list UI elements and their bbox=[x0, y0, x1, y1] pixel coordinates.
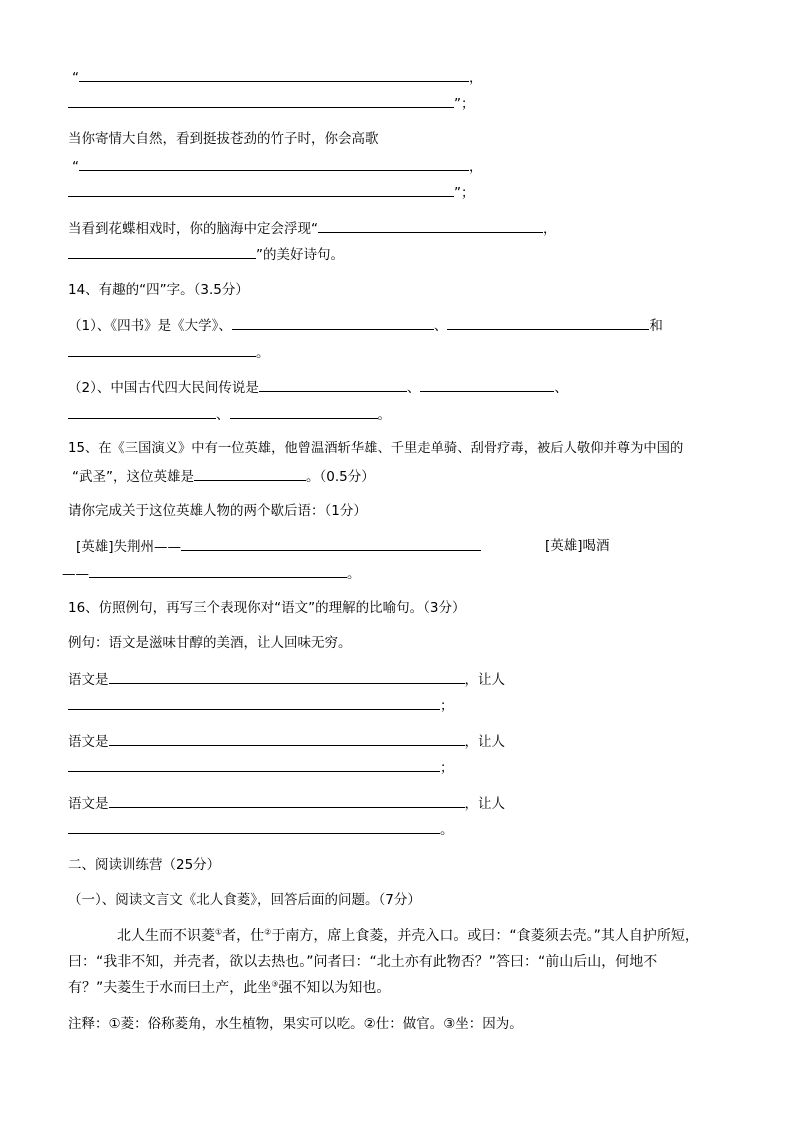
comma: ， bbox=[469, 70, 483, 86]
q16-prefix: 语文是 bbox=[68, 672, 109, 688]
q16-mid: ，让人 bbox=[464, 672, 505, 688]
q16-mid: ，让人 bbox=[464, 734, 505, 750]
passage-text: 强不知以为知也。 bbox=[278, 980, 391, 996]
answer-blank[interactable] bbox=[109, 670, 465, 684]
butterfly-prompt: 当看到花蝶相戏时，你的脑海中定会浮现“ bbox=[68, 221, 318, 237]
answer-blank[interactable] bbox=[68, 343, 256, 357]
xiehouyu-2-text: [英雄]喝酒 bbox=[545, 538, 610, 554]
answer-blank[interactable] bbox=[420, 378, 554, 392]
answer-blank[interactable] bbox=[68, 183, 454, 197]
section2-sub: （一）、阅读文言文《北人食菱》，回答后面的问题。（7分） bbox=[68, 892, 421, 908]
answer-blank[interactable] bbox=[318, 219, 543, 233]
and-word: 和 bbox=[649, 318, 663, 334]
q16-title: 16、仿照例句，再写三个表现你对“语文”的理解的比喻句。（3分） bbox=[68, 600, 466, 616]
q16-item-3 bbox=[68, 794, 505, 813]
q14-part1-cont bbox=[68, 343, 270, 362]
q14-part2 bbox=[68, 378, 568, 397]
q16-mid: ，让人 bbox=[464, 796, 505, 812]
separator: 、 bbox=[433, 318, 448, 334]
answer-blank[interactable] bbox=[109, 794, 465, 808]
period: 。 bbox=[440, 822, 454, 838]
passage-text: 于南方，席上食菱，并壳入口。或曰：“食菱须去壳。”其人自护所短， bbox=[271, 928, 699, 944]
answer-blank[interactable] bbox=[230, 405, 378, 419]
answer-blank[interactable] bbox=[79, 157, 469, 171]
separator: 、 bbox=[216, 407, 230, 423]
q16-item-2-cont bbox=[68, 758, 454, 777]
passage-line-3 bbox=[68, 979, 390, 997]
q16-item-3-cont bbox=[68, 820, 454, 839]
footnote-marker: ① bbox=[215, 927, 223, 937]
open-quote: “ bbox=[72, 159, 79, 175]
q15-sub: 请你完成关于这位英雄人物的两个歇后语：（1分） bbox=[68, 503, 367, 519]
comma: ， bbox=[543, 221, 557, 237]
q14-title: 14、有趣的“四”字。（3.5分） bbox=[68, 282, 249, 298]
q15-line-2a: “武圣”，这位英雄是 bbox=[72, 469, 194, 485]
q14-part2-cont bbox=[68, 405, 391, 424]
comma: ， bbox=[469, 159, 483, 175]
close-quote: ”； bbox=[454, 185, 475, 201]
separator: 、 bbox=[406, 380, 421, 396]
q15-line-1: 15、在《三国演义》中有一位英雄，他曾温酒斩华雄、千里走单骑、刮骨疗毒，被后人敬仰并尊为中国的 bbox=[68, 441, 684, 456]
answer-blank[interactable] bbox=[89, 564, 347, 578]
q15-line-2b: 。（0.5分） bbox=[306, 469, 375, 485]
footnote-marker: ② bbox=[264, 927, 272, 937]
answer-blank[interactable] bbox=[68, 820, 440, 834]
semicolon: ； bbox=[440, 698, 454, 714]
q14-part1 bbox=[68, 316, 663, 335]
q16-item-2 bbox=[68, 732, 505, 751]
passage-text: 北人生而不识菱 bbox=[117, 928, 215, 944]
semicolon: ； bbox=[440, 760, 454, 776]
annotation-notes: 注释：①菱：俗称菱角，水生植物，果实可以吃。②仕：做官。③坐：因为。 bbox=[68, 1016, 523, 1032]
dash: —— bbox=[62, 566, 89, 582]
q16-item-1-cont bbox=[68, 696, 454, 715]
q16-example: 例句：语文是滋味甘醇的美酒，让人回味无穷。 bbox=[68, 635, 352, 651]
q15-line-2 bbox=[72, 467, 375, 486]
q14-p1-prefix: （1）、《四书》是《大学》、 bbox=[68, 318, 232, 334]
period: 。 bbox=[377, 407, 391, 423]
q13-line-1 bbox=[72, 68, 483, 87]
separator: 、 bbox=[554, 380, 568, 396]
answer-blank[interactable] bbox=[68, 245, 256, 259]
q16-prefix: 语文是 bbox=[68, 796, 109, 812]
passage-line-2: 曰：“我非不知，并壳者，欲以去热也。”问者曰：“北土亦有此物否？”答曰：“前山后山，何地不 bbox=[68, 954, 658, 970]
butterfly-end: ”的美好诗句。 bbox=[256, 247, 344, 263]
xiehouyu-1-text: [英雄]失荆州—— bbox=[76, 539, 182, 555]
answer-blank[interactable] bbox=[232, 316, 434, 330]
open-quote: “ bbox=[72, 70, 79, 86]
q13-line-2 bbox=[68, 94, 475, 113]
passage-text: 者，仕 bbox=[222, 928, 265, 944]
q16-item-1 bbox=[68, 670, 505, 689]
answer-blank[interactable] bbox=[259, 378, 407, 392]
xiehouyu-2-cont bbox=[62, 564, 361, 583]
bamboo-prompt: 当你寄情大自然，看到挺拔苍劲的竹子时，你会高歌 bbox=[68, 131, 379, 147]
q13-line-4 bbox=[68, 183, 475, 202]
answer-blank[interactable] bbox=[447, 316, 649, 330]
footnote-marker: ③ bbox=[271, 979, 279, 989]
answer-blank[interactable] bbox=[109, 732, 465, 746]
answer-blank[interactable] bbox=[68, 94, 454, 108]
passage-text: 有？”夫菱生于水而曰土产，此坐 bbox=[68, 980, 272, 996]
answer-blank[interactable] bbox=[181, 537, 481, 551]
q16-prefix: 语文是 bbox=[68, 734, 109, 750]
passage-line-1 bbox=[117, 927, 699, 945]
butterfly-prompt-line bbox=[68, 219, 557, 238]
section2-title: 二、阅读训练营（25分） bbox=[68, 857, 221, 873]
close-quote: ”； bbox=[454, 96, 475, 112]
period: 。 bbox=[256, 345, 270, 361]
answer-blank[interactable] bbox=[194, 467, 306, 481]
q13-line-3 bbox=[72, 157, 483, 176]
butterfly-end-line bbox=[68, 245, 344, 264]
period: 。 bbox=[347, 566, 361, 582]
answer-blank[interactable] bbox=[79, 68, 469, 82]
answer-blank[interactable] bbox=[68, 405, 216, 419]
xiehouyu-1 bbox=[76, 537, 481, 556]
answer-blank[interactable] bbox=[68, 758, 440, 772]
q14-p2-prefix: （2）、中国古代四大民间传说是 bbox=[68, 380, 259, 396]
answer-blank[interactable] bbox=[68, 696, 440, 710]
